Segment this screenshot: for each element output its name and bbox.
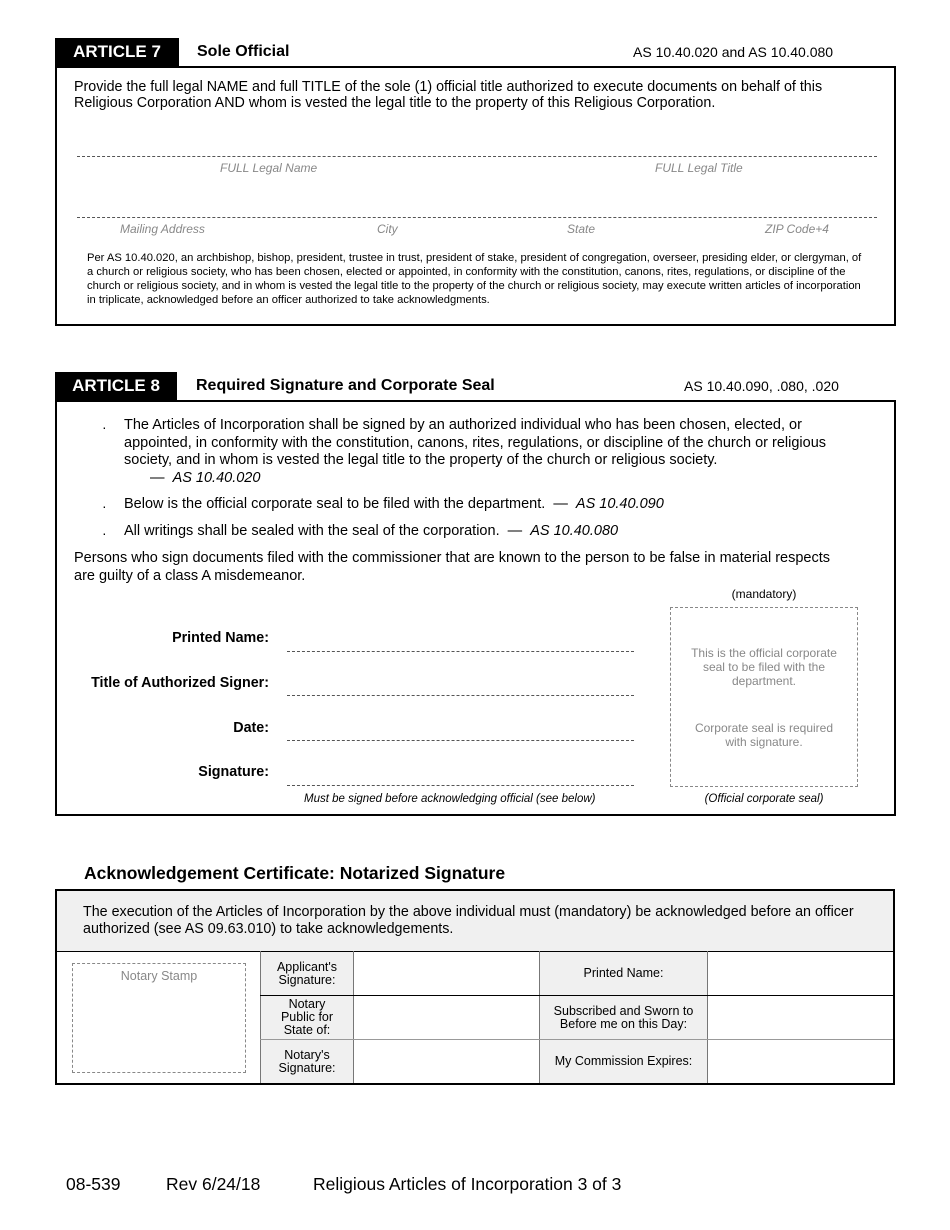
seal-caption: (Official corporate seal) xyxy=(704,793,824,805)
title-of-signer-label: Title of Authorized Signer: xyxy=(91,675,269,691)
caption-city: City xyxy=(377,222,398,236)
caption-zip: ZIP Code+4 xyxy=(765,222,829,236)
title-of-signer-line[interactable] xyxy=(287,695,634,696)
notary-stamp-box[interactable] xyxy=(72,963,246,1073)
applicant-signature-label: Applicant's Signature: xyxy=(261,952,353,995)
article-7-box xyxy=(55,66,896,326)
date-label: Date: xyxy=(233,720,269,736)
address-line[interactable] xyxy=(77,217,877,218)
article-7-reference: AS 10.40.020 and AS 10.40.080 xyxy=(633,44,834,60)
notary-stamp-label: Notary Stamp xyxy=(120,969,198,983)
printed-name-label: Printed Name: xyxy=(172,630,269,646)
notary-state-label: Notary Public for State of: xyxy=(261,996,353,1039)
bullet-3 xyxy=(124,523,864,541)
full-name-title-line[interactable] xyxy=(77,156,877,157)
signature-line[interactable] xyxy=(287,785,634,786)
article-7-statute-note: Per AS 10.40.020, an archbishop, bishop, president, trustee in trust, president of stake, president of congregation, overseer, presiding elder, or clergyman, of a church or religious society, who has been chosen, elected or appointed, in conformity with the constitution, canons, rites, regulations, or discipline of the church or religious society, and in whom is vested the legal title to the property of the church or religious society, may execute written articles of incorporation in triplicate, acknowledged before an officer authorized to take acknowledgments. xyxy=(87,252,862,306)
signature-label: Signature: xyxy=(198,764,269,780)
commission-expires-label: My Commission Expires: xyxy=(540,1040,707,1083)
bullet-1 xyxy=(124,417,864,487)
subscribed-sworn-field[interactable] xyxy=(708,996,893,1039)
bullet-1-cite: AS 10.40.020 xyxy=(172,469,261,486)
printed-name-label-ack: Printed Name: xyxy=(540,952,707,995)
article-8-tab: ARTICLE 8 xyxy=(55,372,177,400)
caption-full-legal-title: FULL Legal Title xyxy=(655,161,743,175)
bullet-3-cite: AS 10.40.080 xyxy=(530,523,619,539)
misdemeanor-warning: Persons who sign documents filed with the commissioner that are known to the person to be false in material respects are guilty of a class A misdemeanor. xyxy=(74,550,830,584)
seal-mandatory: (mandatory) xyxy=(731,587,797,601)
caption-mailing-address: Mailing Address xyxy=(120,222,205,236)
bullet-dot: · xyxy=(102,525,107,541)
signature-note: Must be signed before acknowledging official (see below) xyxy=(304,793,596,805)
commission-expires-field[interactable] xyxy=(708,1040,893,1083)
notary-state-field[interactable] xyxy=(354,996,539,1039)
corporate-seal-box[interactable] xyxy=(670,607,858,787)
bullet-1-text: The Articles of Incorporation shall be signed by an authorized individual who has been chosen, elected, or appointed, in conformity with the constitution, canons, rites, regulations, or discipline of the church or religious society, and in whom is vested the legal title to the property of the church or religious society. xyxy=(124,417,827,468)
dash: — xyxy=(553,496,568,512)
caption-state: State xyxy=(567,222,596,236)
article-7-title: Sole Official xyxy=(197,43,290,60)
bullet-2-cite: AS 10.40.090 xyxy=(575,496,664,512)
dash: — xyxy=(507,523,523,539)
footer-title: Religious Articles of Incorporation 3 of 3 xyxy=(313,1174,622,1194)
acknowledgement-box xyxy=(55,889,895,1085)
bullet-3-text: All writings shall be sealed with the seal of the corporation. xyxy=(124,523,500,539)
printed-name-line[interactable] xyxy=(287,651,634,652)
date-line[interactable] xyxy=(287,740,634,741)
notary-signature-label: Notary's Signature: xyxy=(261,1040,353,1083)
article-8-reference: AS 10.40.090, .080, .020 xyxy=(684,378,839,394)
article-8-box xyxy=(55,400,896,816)
bullet-2-text: Below is the official corporate seal to be filed with the department. xyxy=(124,496,546,512)
applicant-signature-field[interactable] xyxy=(354,952,539,995)
article-8-title: Required Signature and Corporate Seal xyxy=(196,377,495,394)
article-7-tab: ARTICLE 7 xyxy=(55,38,179,66)
bullet-dot: · xyxy=(102,419,107,435)
printed-name-field[interactable] xyxy=(708,952,893,995)
seal-text-2: Corporate seal is required with signature. xyxy=(694,721,834,749)
acknowledgement-title: Acknowledgement Certificate: Notarized Signature xyxy=(84,863,506,883)
notary-signature-field[interactable] xyxy=(354,1040,539,1083)
bullet-dot: · xyxy=(102,498,107,514)
seal-text-1: This is the official corporate seal to be filed with the department. xyxy=(691,646,837,688)
subscribed-sworn-label: Subscribed and Sworn to Before me on this Day: xyxy=(540,996,707,1039)
acknowledgement-intro-text: The execution of the Articles of Incorporation by the above individual must (mandatory) be acknowledged before an officer authorized (see AS 09.63.010) to take acknowledgements. xyxy=(83,904,854,937)
revision-date: Rev 6/24/18 xyxy=(166,1174,261,1194)
caption-full-legal-name: FULL Legal Name xyxy=(220,161,318,175)
acknowledgement-intro xyxy=(57,891,893,951)
bullet-2 xyxy=(124,496,864,514)
form-number: 08-539 xyxy=(66,1174,121,1194)
dash: — xyxy=(150,469,165,486)
article-7-intro: Provide the full legal NAME and full TITLE of the sole (1) official title authorized to execute documents on behalf of this Religious Corporation AND whom is vested the legal title to the property of this Religious Corporation. xyxy=(74,79,823,111)
